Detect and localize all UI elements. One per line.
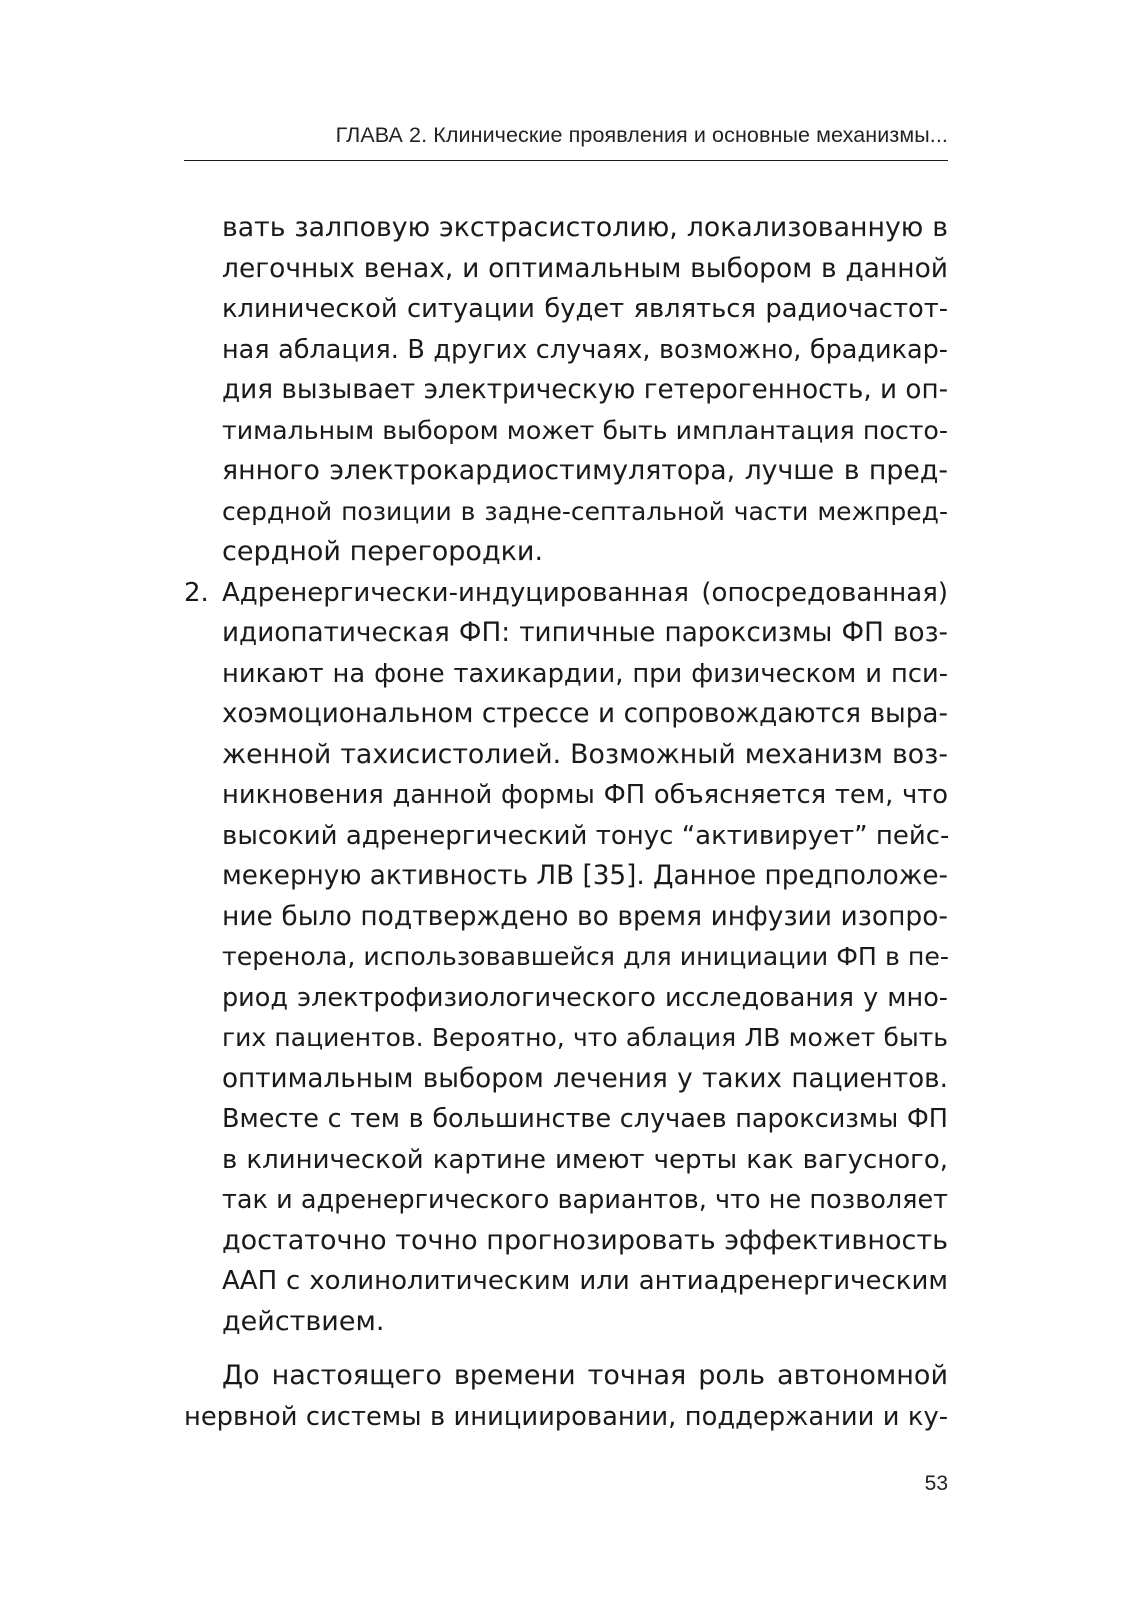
text-line: дия вызывает электрическую гетерогенность, и оп- bbox=[222, 375, 949, 405]
header-rule bbox=[184, 160, 948, 161]
text-line: действием. bbox=[222, 1305, 385, 1337]
text-line: оптимальным выбором лечения у таких пациентов. bbox=[222, 1063, 948, 1094]
text-line bbox=[184, 573, 948, 614]
text-line: идиопатическая ФП: типичные пароксизмы ФП воз- bbox=[222, 618, 948, 648]
page-number: 53 bbox=[924, 1472, 948, 1495]
text-line: в клинической картине имеют черты как вагусного, bbox=[222, 1144, 948, 1175]
paragraph bbox=[184, 1356, 948, 1437]
text-line: ААП с холинолитическим или антиадренергическим bbox=[222, 1266, 948, 1296]
text-line: высокий адренергический тонус “активирует” пейс- bbox=[222, 820, 950, 851]
text-line: легочных венах, и оптимальным выбором в данной bbox=[222, 252, 948, 284]
text-line: клинической ситуации будет являться радиочастот- bbox=[222, 294, 948, 324]
text-line: так и адренергического вариантов, что не позволяет bbox=[222, 1185, 948, 1215]
text-line: тимальным выбором может быть имплантация посто- bbox=[222, 415, 948, 445]
text-line: теренола, использовавшейся для инициации ФП в пе- bbox=[222, 942, 950, 971]
text-line: вать залповую экстрасистолию, локализованную в bbox=[222, 212, 948, 243]
text-line: никновения данной формы ФП объясняется тем, что bbox=[222, 780, 948, 810]
list-item bbox=[184, 573, 948, 1343]
text-line: До настоящего времени точная роль автономной bbox=[222, 1360, 948, 1391]
text-line: сердной позиции в задне-септальной части межпред- bbox=[222, 496, 948, 526]
paragraph-gap bbox=[184, 1342, 948, 1356]
running-head: ГЛАВА 2. Клинические проявления и основные механизмы... bbox=[335, 123, 948, 147]
text-line: нервной системы в инициировании, поддержании и ку- bbox=[184, 1401, 948, 1432]
text-line: мекерную активность ЛВ [35]. Данное предположе- bbox=[222, 861, 948, 891]
text-line: сердной перегородки. bbox=[222, 536, 544, 567]
text-line: ние было подтверждено во время инфузии изопро- bbox=[222, 900, 948, 932]
text-line: ная аблация. В других случаях, возможно, брадикар- bbox=[222, 334, 948, 365]
text-line: никают на фоне тахикардии, при физическом и пси- bbox=[222, 658, 948, 689]
text-line: янного электрокардиостимулятора, лучше в пред- bbox=[222, 455, 948, 486]
text-line: женной тахисистолией. Возможный механизм воз- bbox=[222, 738, 948, 770]
text-line: гих пациентов. Вероятно, что аблация ЛВ может быть bbox=[222, 1023, 948, 1052]
body-text bbox=[184, 208, 948, 1437]
paragraph-continuation bbox=[184, 208, 948, 573]
text-line: риод электрофизиологического исследования у мно- bbox=[222, 982, 948, 1013]
text-line-content: Адренергически-индуцированная (опосредованная) bbox=[222, 577, 948, 608]
text-line: хоэмоциональном стрессе и сопровождаются выра- bbox=[222, 699, 948, 729]
text-line: достаточно точно прогнозировать эффективность bbox=[222, 1224, 948, 1256]
text-line: Вместе с тем в большинстве случаев пароксизмы ФП bbox=[222, 1104, 948, 1134]
list-item-number: 2. bbox=[184, 577, 209, 608]
